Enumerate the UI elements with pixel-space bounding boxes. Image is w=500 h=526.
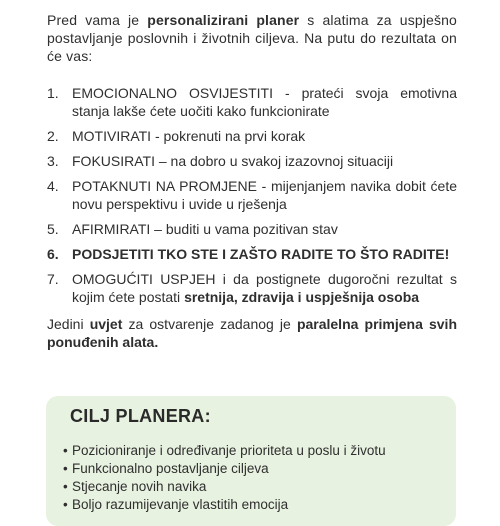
- item-label: PODSJETITI TKO STE I ZAŠTO RADITE TO ŠTO RADITE!: [72, 246, 450, 262]
- goal-item-text: Funkcionalno postavljanje ciljeva: [72, 461, 269, 476]
- item-text: - pokrenuti na prvi korak: [151, 128, 306, 144]
- bullet-icon: •: [63, 497, 68, 512]
- item-number: 1.: [47, 85, 59, 101]
- intro-paragraph: [47, 11, 457, 65]
- item-bold-end: sretnija, zdravija i uspješnija osoba: [184, 289, 420, 305]
- goal-list: [63, 442, 386, 514]
- closing-text-2: za ostvarenje zadanog je: [122, 316, 297, 332]
- item-number: 4.: [47, 178, 59, 194]
- item-number: 5.: [47, 221, 59, 237]
- goal-item: [63, 478, 386, 496]
- intro-text-2: s alatima za uspješno postavljanje poslovnih i životnih ciljeva. Na putu do rezultata on će vas:: [47, 12, 457, 64]
- item-number: 7.: [47, 271, 59, 287]
- intro-bold: personalizirani planer: [147, 12, 300, 28]
- item-label: POTAKNUTI NA PROMJENE: [72, 178, 257, 194]
- item-label: MOTIVIRATI: [72, 128, 152, 144]
- item-text: - prateći svoja emotivna stanja lakše ćete uočiti kako funkcionirate: [72, 85, 458, 119]
- item-number: 6.: [47, 246, 59, 262]
- goal-item: [63, 496, 386, 514]
- item-number: 3.: [47, 153, 59, 169]
- list-item: [47, 220, 457, 238]
- goal-item: [63, 442, 386, 460]
- goal-item-text: Boljo razumijevanje vlastitih emocija: [72, 497, 289, 512]
- closing-bold-2: paralelna primjena svih ponuđenih alata.: [47, 316, 457, 350]
- benefits-list: [47, 84, 457, 313]
- list-item: [47, 270, 457, 306]
- item-text: - mijenjanjem navika dobit ćete novu perspektivu i uvide u rješenja: [72, 178, 457, 212]
- goal-item-text: Pozicioniranje i određivanje prioriteta u poslu i životu: [72, 443, 386, 458]
- intro-text-1: Pred vama je: [47, 12, 148, 28]
- bullet-icon: •: [63, 461, 68, 476]
- closing-bold-1: uvjet: [89, 316, 123, 332]
- item-label: OMOGUĆITI USPJEH: [72, 271, 216, 287]
- item-label: FOKUSIRATI: [72, 153, 155, 169]
- list-item: [47, 177, 457, 213]
- goal-item-text: Stjecanje novih navika: [72, 479, 207, 494]
- closing-paragraph: [47, 315, 457, 351]
- list-item: [47, 245, 457, 263]
- bullet-icon: •: [63, 443, 68, 458]
- list-item: [47, 152, 457, 170]
- bullet-icon: •: [63, 479, 68, 494]
- goal-title: CILJ PLANERA:: [70, 406, 211, 426]
- item-text: i da postignete dugoročni rezultat s kojim ćete postati: [72, 271, 457, 305]
- item-number: 2.: [47, 128, 59, 144]
- item-label: AFIRMIRATI: [72, 221, 151, 237]
- list-item: [47, 84, 457, 120]
- item-text: – buditi u vama pozitivan stav: [150, 221, 338, 237]
- goal-item: [63, 460, 386, 478]
- list-item: [47, 127, 457, 145]
- item-text: – na dobro u svakoj izazovnoj situaciji: [154, 153, 394, 169]
- goal-box: [46, 396, 456, 526]
- item-label: EMOCIONALNO OSVIJESTITI: [72, 85, 273, 101]
- closing-text-1: Jedini: [47, 316, 90, 332]
